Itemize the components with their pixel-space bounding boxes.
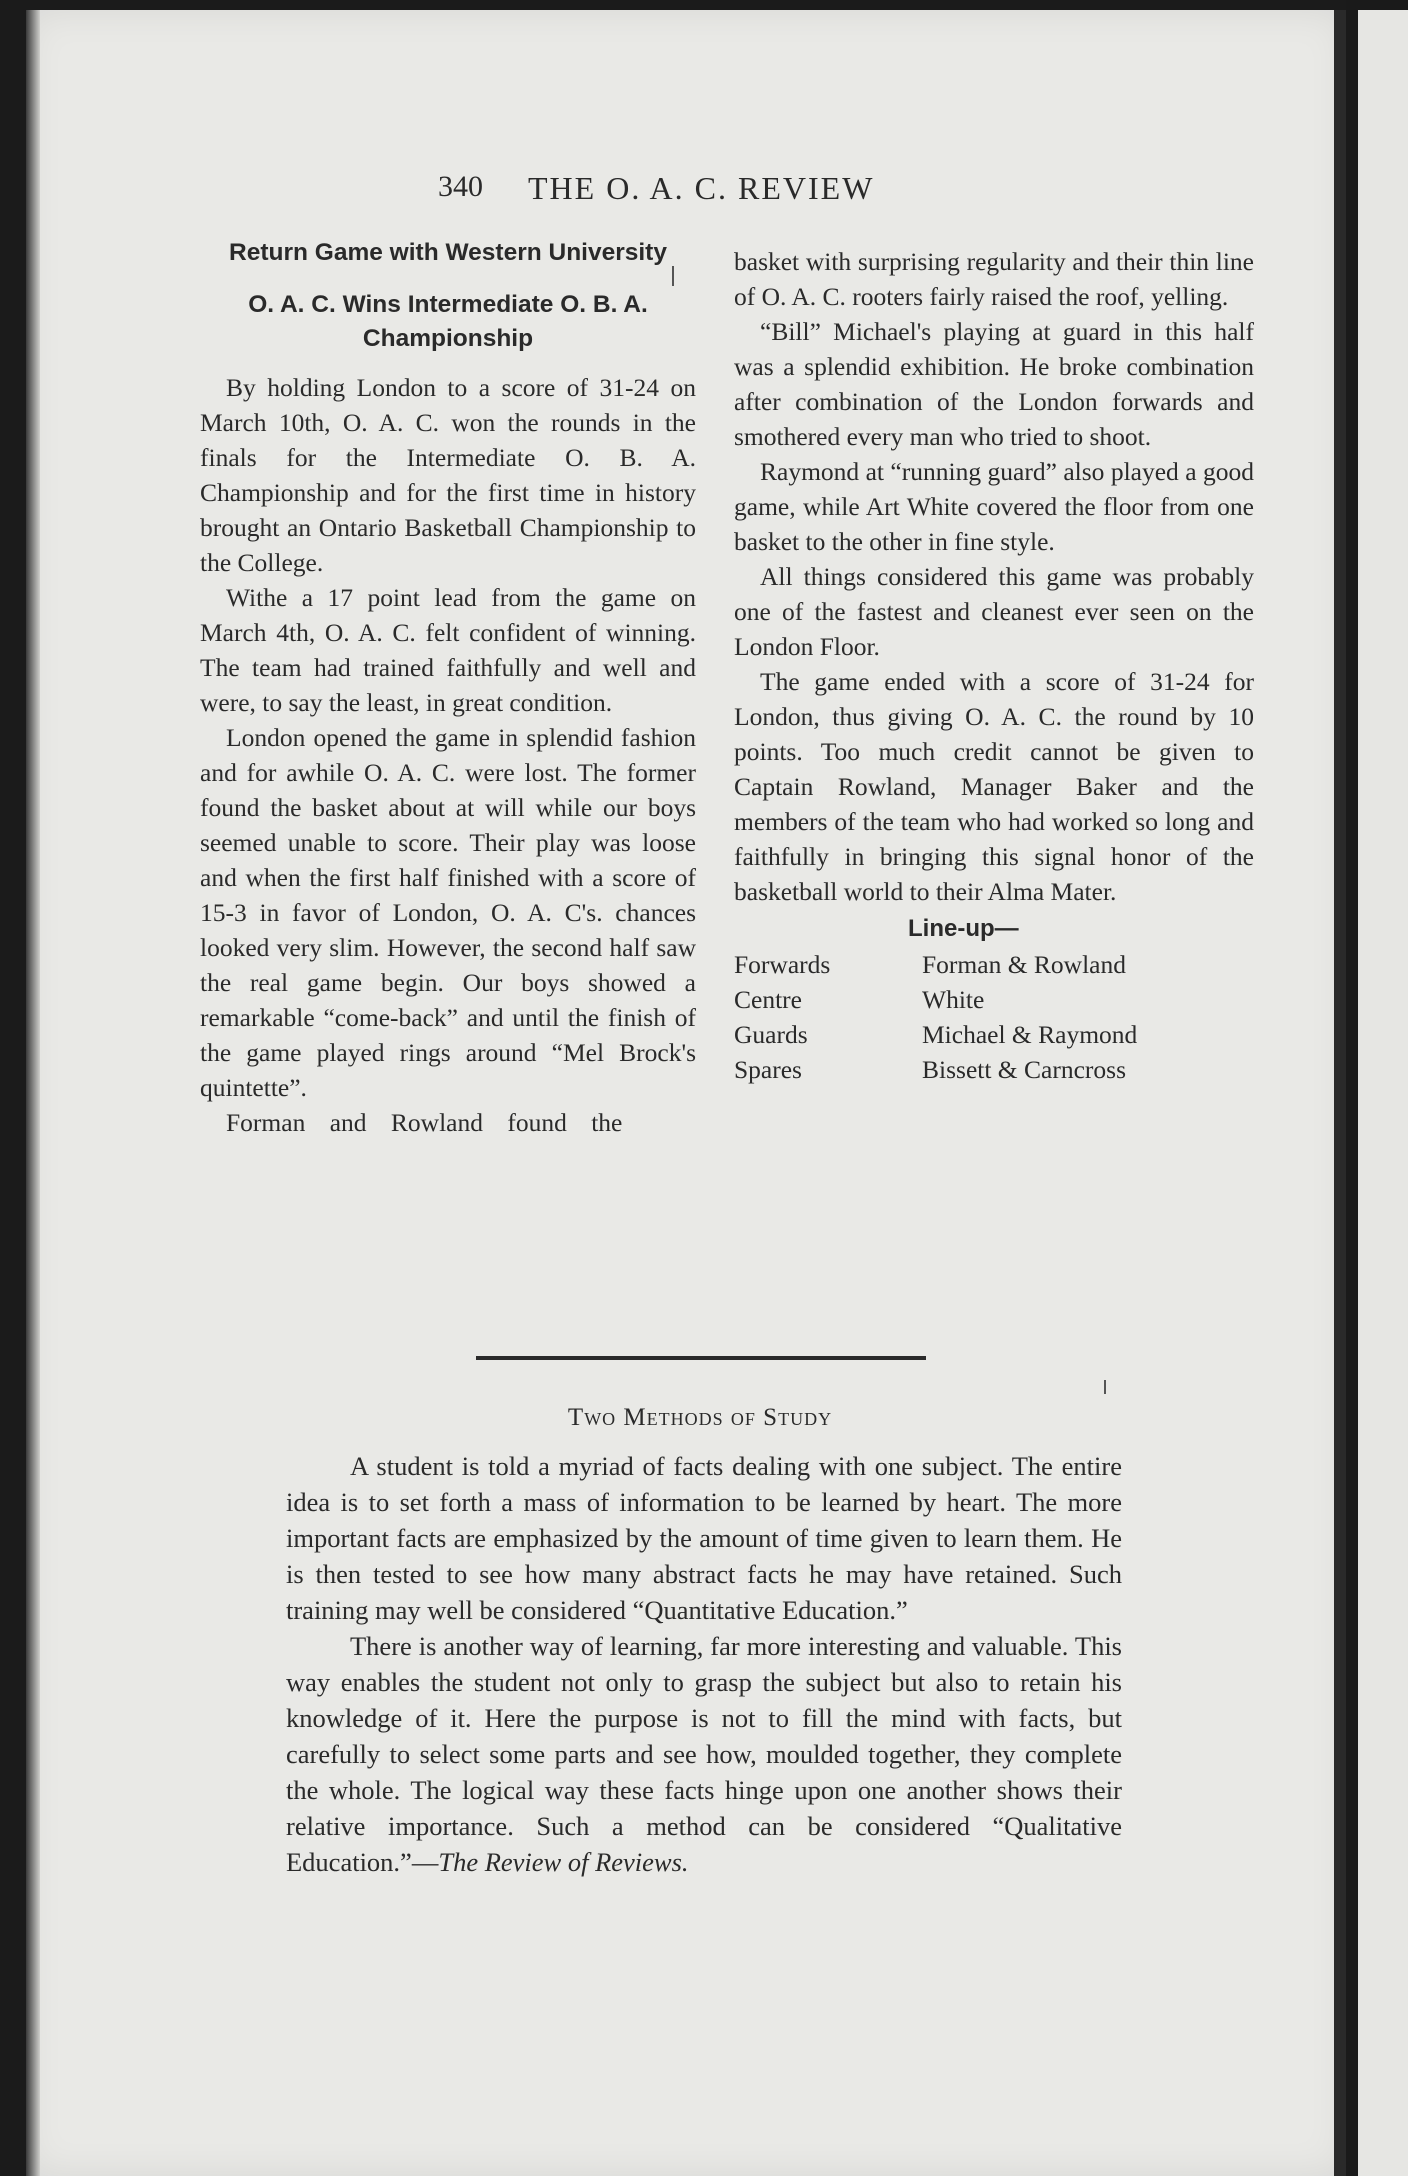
paragraph: By holding London to a score of 31-24 on March 10th, O. A. C. won the rounds in the finals for the Intermediate O. B. A. Championship and for the first time in history brought an Ontario Basketball Championship to the College.	[200, 373, 696, 577]
lineup-row	[734, 1052, 1254, 1087]
lineup-position: Guards	[734, 1020, 808, 1049]
paragraph: Raymond at “running guard” also played a good game, while Art White covered the floor from one basket to the other in fine style.	[734, 457, 1254, 556]
lineup-title: Line-up—	[908, 915, 1019, 942]
lineup-table	[734, 947, 1254, 1087]
lineup-players: Michael & Raymond	[922, 1020, 1138, 1049]
lineup-position: Centre	[734, 985, 802, 1014]
paragraph: The game ended with a score of 31-24 for London, thus giving O. A. C. the round by 10 points. Too much credit cannot be given to Captain Rowland, Manager Baker and the members of the team who had worked so long and faithfully in bringing this signal honor of the basketball world to their Alma Mater.	[734, 667, 1254, 906]
paragraph: All things considered this game was probably one of the fastest and cleanest ever seen on the London Floor.	[734, 562, 1254, 661]
scan-mark	[672, 266, 674, 286]
study-article	[286, 1448, 1122, 1880]
page-spine-shadow	[26, 10, 40, 2176]
paragraph: London opened the game in splendid fashion and for awhile O. A. C. were lost. The former found the basket about at will while our boys seemed unable to score. Their play was loose and when the first half finished with a score of 15-3 in favor of London, O. A. C's. chances looked very slim. However, the second half saw the real game begin. Our boys showed a remarkable “come-back” and until the finish of the game played rings around “Mel Brock's quintette”.	[200, 723, 696, 1102]
section-divider	[476, 1356, 926, 1360]
facing-page-edge	[1346, 0, 1408, 2176]
lineup-position: Forwards	[734, 950, 831, 979]
left-column	[200, 236, 696, 1140]
paragraph: A student is told a myriad of facts dealing with one subject. The entire idea is to set forth a mass of information to be learned by heart. The more important facts are emphasized by the amount of time given to learn them. He is then tested to see how many abstract facts he may have retained. Such training may well be considered “Quantitative Education.”	[286, 1451, 1122, 1625]
lineup-players: Forman & Rowland	[922, 950, 1126, 979]
paragraph-text: There is another way of learning, far more interesting and valuable. This way enables the student not only to grasp the subject but also to retain his knowledge of it. Here the purpose is not to fill the mind with facts, but carefully to select some parts and see how, moulded together, they complete the whole. The logical way these facts hinge upon one another shows their relative importance. Such a method can be considered “Qualitative Education.”—	[286, 1631, 1122, 1877]
lineup-position: Spares	[734, 1055, 802, 1084]
running-head: THE O. A. C. REVIEW	[528, 170, 875, 206]
right-column	[734, 244, 1254, 1087]
lineup-row	[734, 947, 1254, 982]
lineup-players: White	[922, 985, 985, 1014]
page-number: 340	[438, 170, 483, 203]
paragraph-continuation: basket with surprising regularity and their thin line of O. A. C. rooters fairly raised the roof, yelling.	[734, 247, 1254, 311]
citation-source: The Review of Reviews.	[438, 1847, 689, 1877]
page-right-edge	[1334, 10, 1346, 2176]
article-title: Return Game with Western University	[229, 239, 667, 266]
facing-page-paper	[1358, 10, 1408, 2176]
paragraph: Withe a 17 point lead from the game on March 4th, O. A. C. felt confident of winning. The team had trained faithfully and well and were, to say the least, in great condition.	[200, 583, 696, 717]
lineup-row	[734, 982, 1254, 1017]
paragraph	[286, 1628, 1122, 1880]
section-title: Two Methods of Study	[567, 1404, 833, 1431]
lineup-row	[734, 1017, 1254, 1052]
lineup-players: Bissett & Carncross	[922, 1055, 1126, 1084]
paragraph: “Bill” Michael's playing at guard in this half was a splendid exhibition. He broke combination after combination of the London forwards and smothered every man who tried to shoot.	[734, 317, 1254, 451]
paragraph: Forman and Rowland found the	[226, 1108, 623, 1137]
scan-mark	[1104, 1380, 1106, 1394]
article-subtitle: O. A. C. Wins Intermediate O. B. A. Championship	[248, 291, 648, 352]
